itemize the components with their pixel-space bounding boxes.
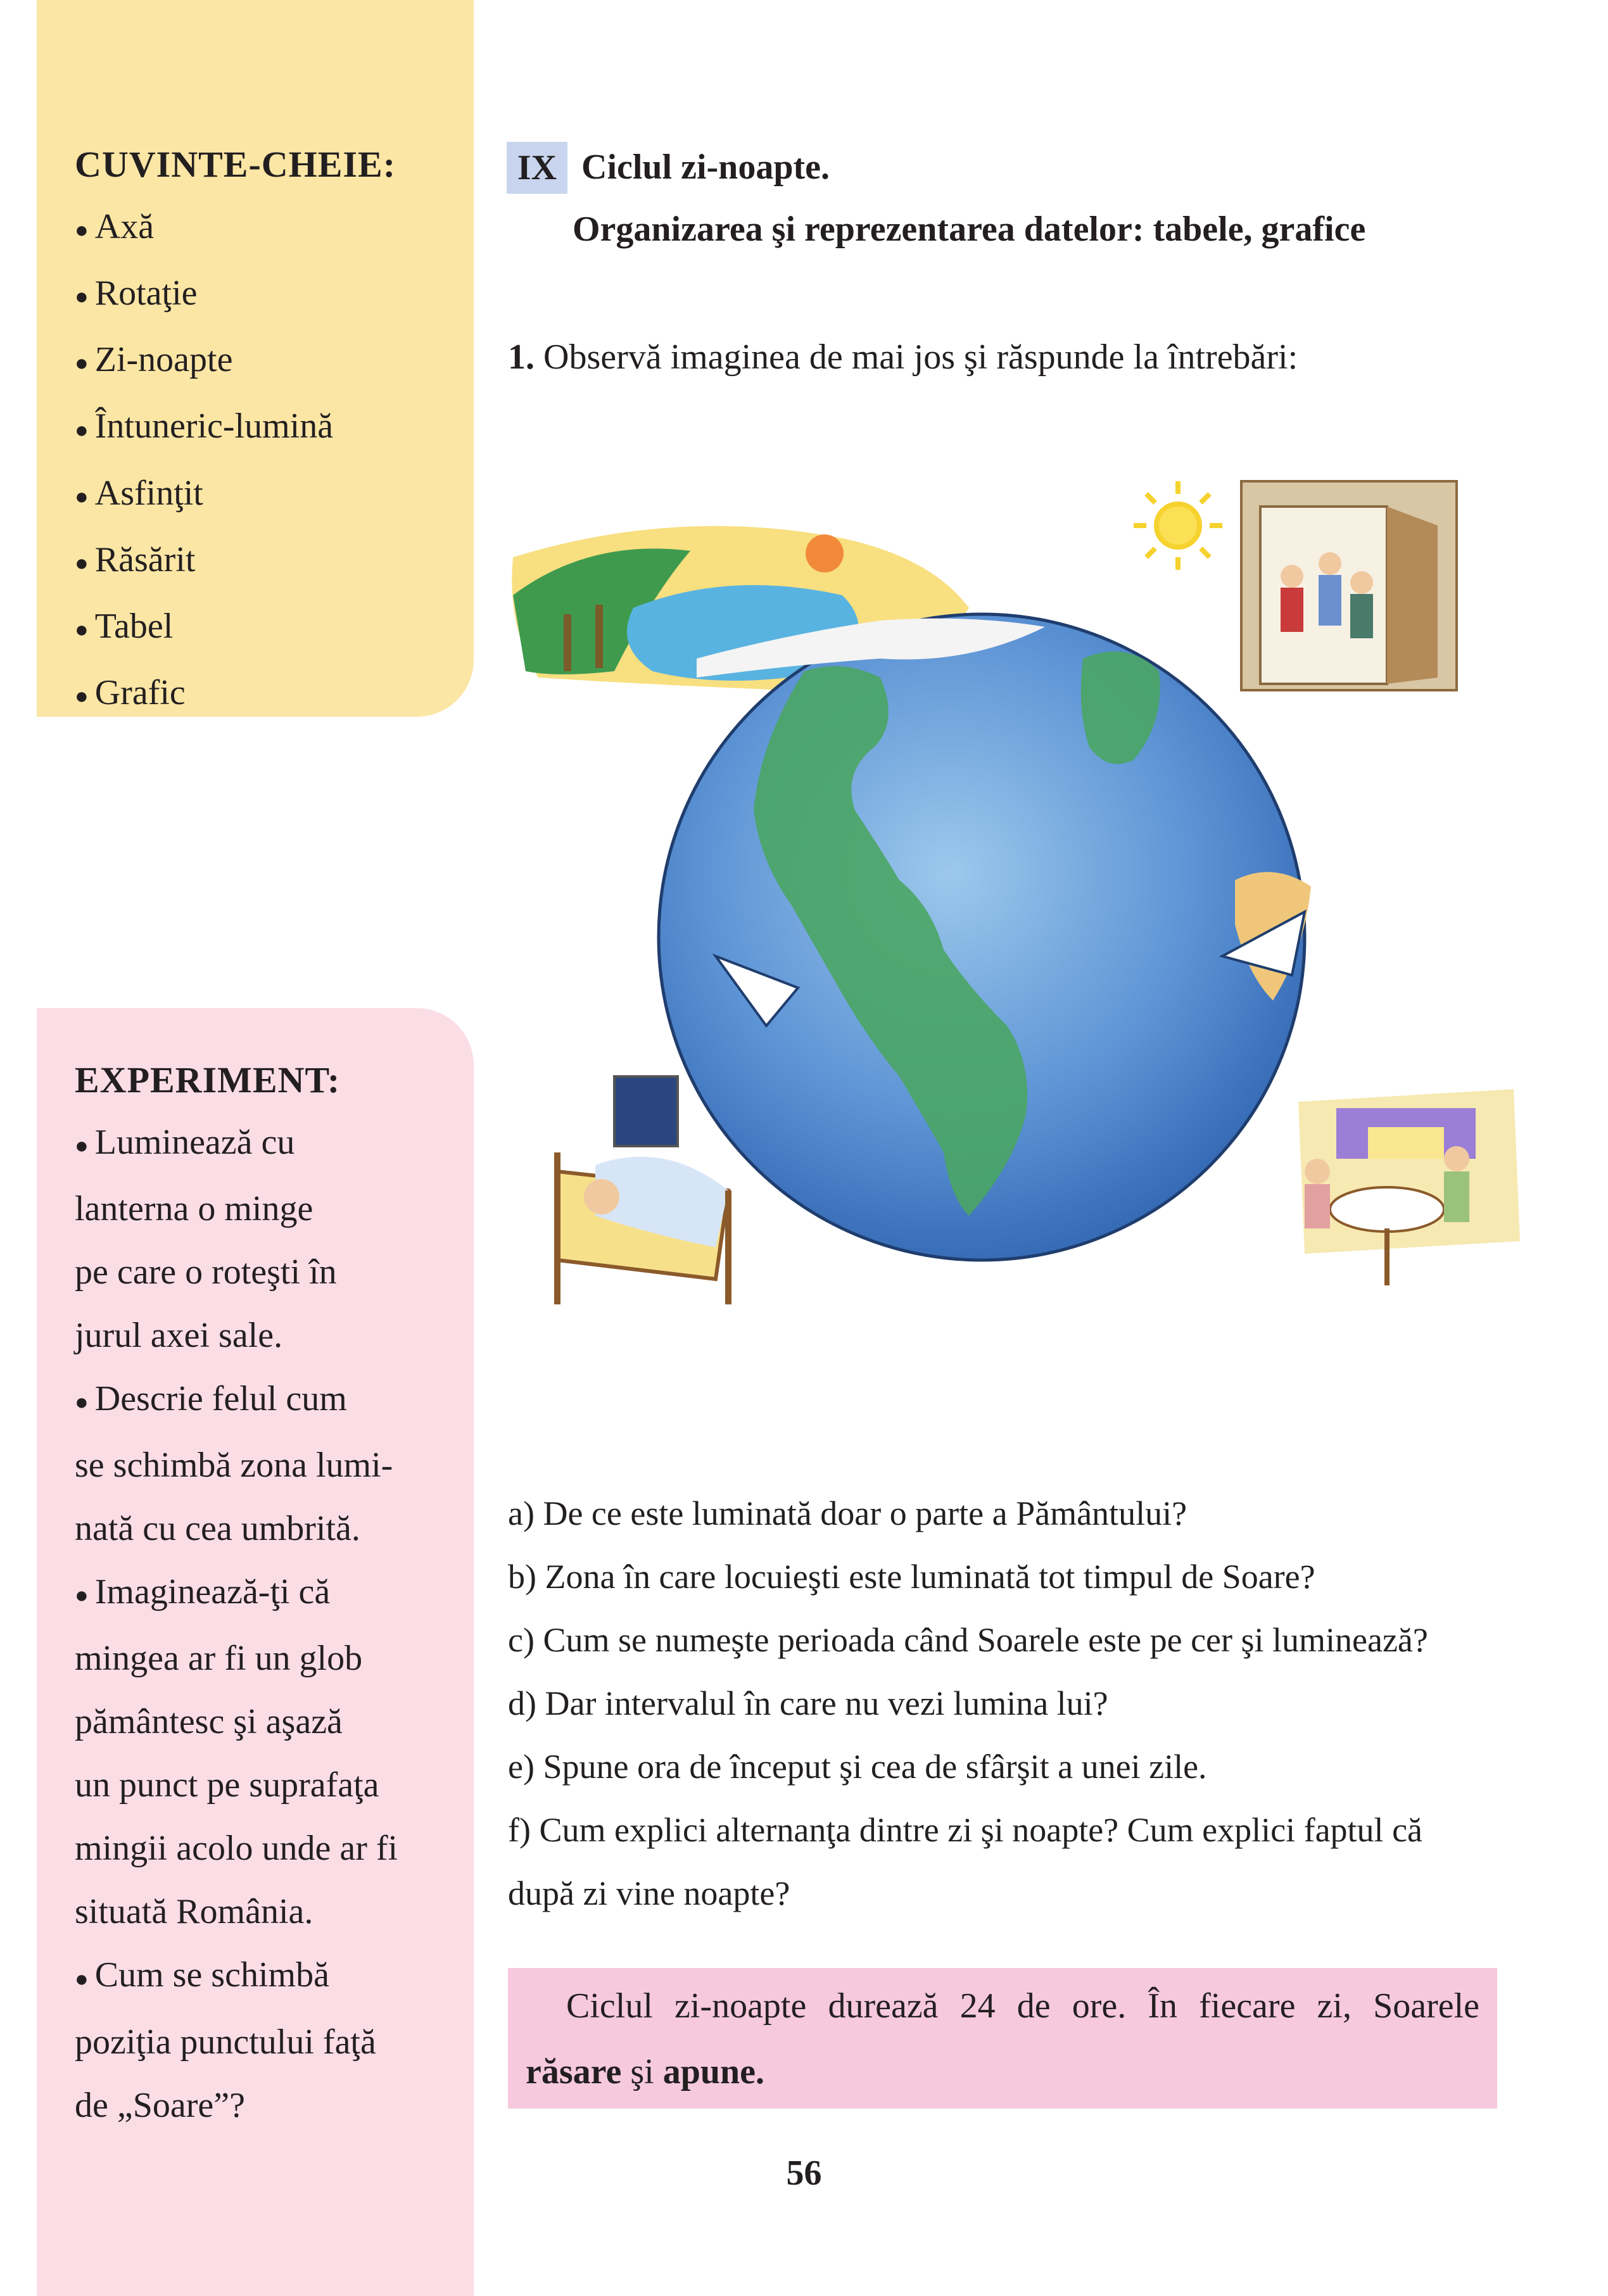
bullet-icon: ● — [75, 217, 89, 243]
bullet-icon: ● — [75, 483, 89, 509]
keyword-item: ● Zi-noapte — [75, 340, 233, 380]
experiment-line: pe care o roteşti în — [75, 1252, 337, 1292]
question-item: a) De ce este luminată doar o parte a Pământului? — [508, 1494, 1187, 1532]
bullet-icon: ● — [75, 616, 89, 642]
experiment-line: mingea ar fi un glob — [75, 1639, 363, 1679]
sunset-sun — [806, 534, 844, 572]
family-dinner-scene — [1298, 1089, 1520, 1285]
question-item: d) Dar intervalul în care nu vezi lumina lui? — [508, 1684, 1108, 1722]
bullet-icon: ● — [75, 350, 89, 376]
experiment-line: ● Descrie felul cum — [75, 1379, 347, 1419]
question-item: după zi vine noapte? — [508, 1874, 790, 1912]
bullet-icon: ● — [75, 1389, 89, 1415]
keyword-item: ● Tabel — [75, 606, 174, 646]
note-line-2 — [508, 2039, 1497, 2105]
info-note — [508, 1968, 1497, 2109]
experiment-line: lanterna o minge — [75, 1189, 313, 1229]
question-item: c) Cum se numeşte perioada când Soarele este pe cer şi luminează? — [508, 1621, 1428, 1659]
experiment-line: ● Cum se schimbă — [75, 1955, 329, 1995]
bullet-icon: ● — [75, 284, 89, 310]
experiment-line: jurul axei sale. — [75, 1316, 283, 1356]
experiment-text — [75, 1111, 467, 2137]
experiment-title: EXPERIMENT: — [75, 1059, 341, 1101]
sun-icon — [1134, 481, 1222, 570]
bullet-icon: ● — [75, 1133, 89, 1159]
keyword-item: ● Asfinţit — [75, 473, 203, 513]
keywords-list — [75, 195, 333, 728]
note-bold-sunrise: răsare — [526, 2052, 622, 2091]
keyword-item: ● Întuneric-lumină — [75, 407, 334, 446]
note-conjunction: şi — [621, 2052, 663, 2091]
experiment-line: poziţia punctului faţă — [75, 2022, 376, 2062]
experiment-line: se schimbă zona lumi- — [75, 1446, 393, 1485]
bullet-icon: ● — [75, 550, 89, 576]
experiment-line: pământesc şi aşază — [75, 1702, 343, 1742]
keywords-title: CUVINTE-CHEIE: — [75, 144, 396, 185]
experiment-line: situată România. — [75, 1892, 313, 1932]
note-line-1: Ciclul zi-noapte durează 24 de ore. În fiecare zi, Soarele — [566, 1986, 1479, 2026]
experiment-line: mingii acolo unde ar fi — [75, 1829, 398, 1869]
note-bold-sunset: apune. — [662, 2052, 765, 2091]
chapter-title: Ciclul zi-noapte. — [581, 148, 830, 187]
chapter-subtitle: Organizarea şi reprezentarea datelor: tabele, grafice — [573, 210, 1366, 249]
questions-list — [508, 1482, 1521, 1925]
question-item: f) Cum explici alternanţa dintre zi şi noapte? Cum explici faptul că — [508, 1811, 1422, 1849]
experiment-line: ● Luminează cu — [75, 1123, 295, 1162]
bullet-icon: ● — [75, 1965, 89, 1991]
experiment-line: ● Imaginează-ţi că — [75, 1572, 331, 1612]
keyword-item: ● Rotaţie — [75, 274, 198, 313]
sleeping-child-scene — [557, 1076, 728, 1304]
keyword-item: ● Axă — [75, 207, 155, 246]
children-leaving-home-scene — [1241, 481, 1457, 690]
keyword-item: ● Grafic — [75, 672, 186, 712]
bullet-icon: ● — [75, 683, 89, 709]
bullet-icon: ● — [75, 417, 89, 443]
task-text: Observă imaginea de mai jos şi răspunde la întrebări: — [543, 337, 1298, 377]
earth-day-night-illustration — [488, 469, 1552, 1418]
keyword-item: ● Răsărit — [75, 539, 196, 579]
experiment-line: de „Soare”? — [75, 2085, 245, 2125]
experiment-line: un punct pe suprafaţa — [75, 1765, 379, 1805]
page-number: 56 — [786, 2154, 822, 2193]
task-instruction — [508, 337, 1298, 377]
question-item: e) Spune ora de început şi cea de sfârşit a unei zile. — [508, 1748, 1207, 1786]
bullet-icon: ● — [75, 1582, 89, 1608]
experiment-line: nată cu cea umbrită. — [75, 1509, 360, 1549]
earth-globe — [659, 614, 1311, 1260]
question-item: b) Zona în care locuieşti este luminată tot timpul de Soare? — [508, 1558, 1315, 1596]
task-number: 1. — [508, 337, 535, 377]
chapter-number: IX — [507, 142, 567, 194]
